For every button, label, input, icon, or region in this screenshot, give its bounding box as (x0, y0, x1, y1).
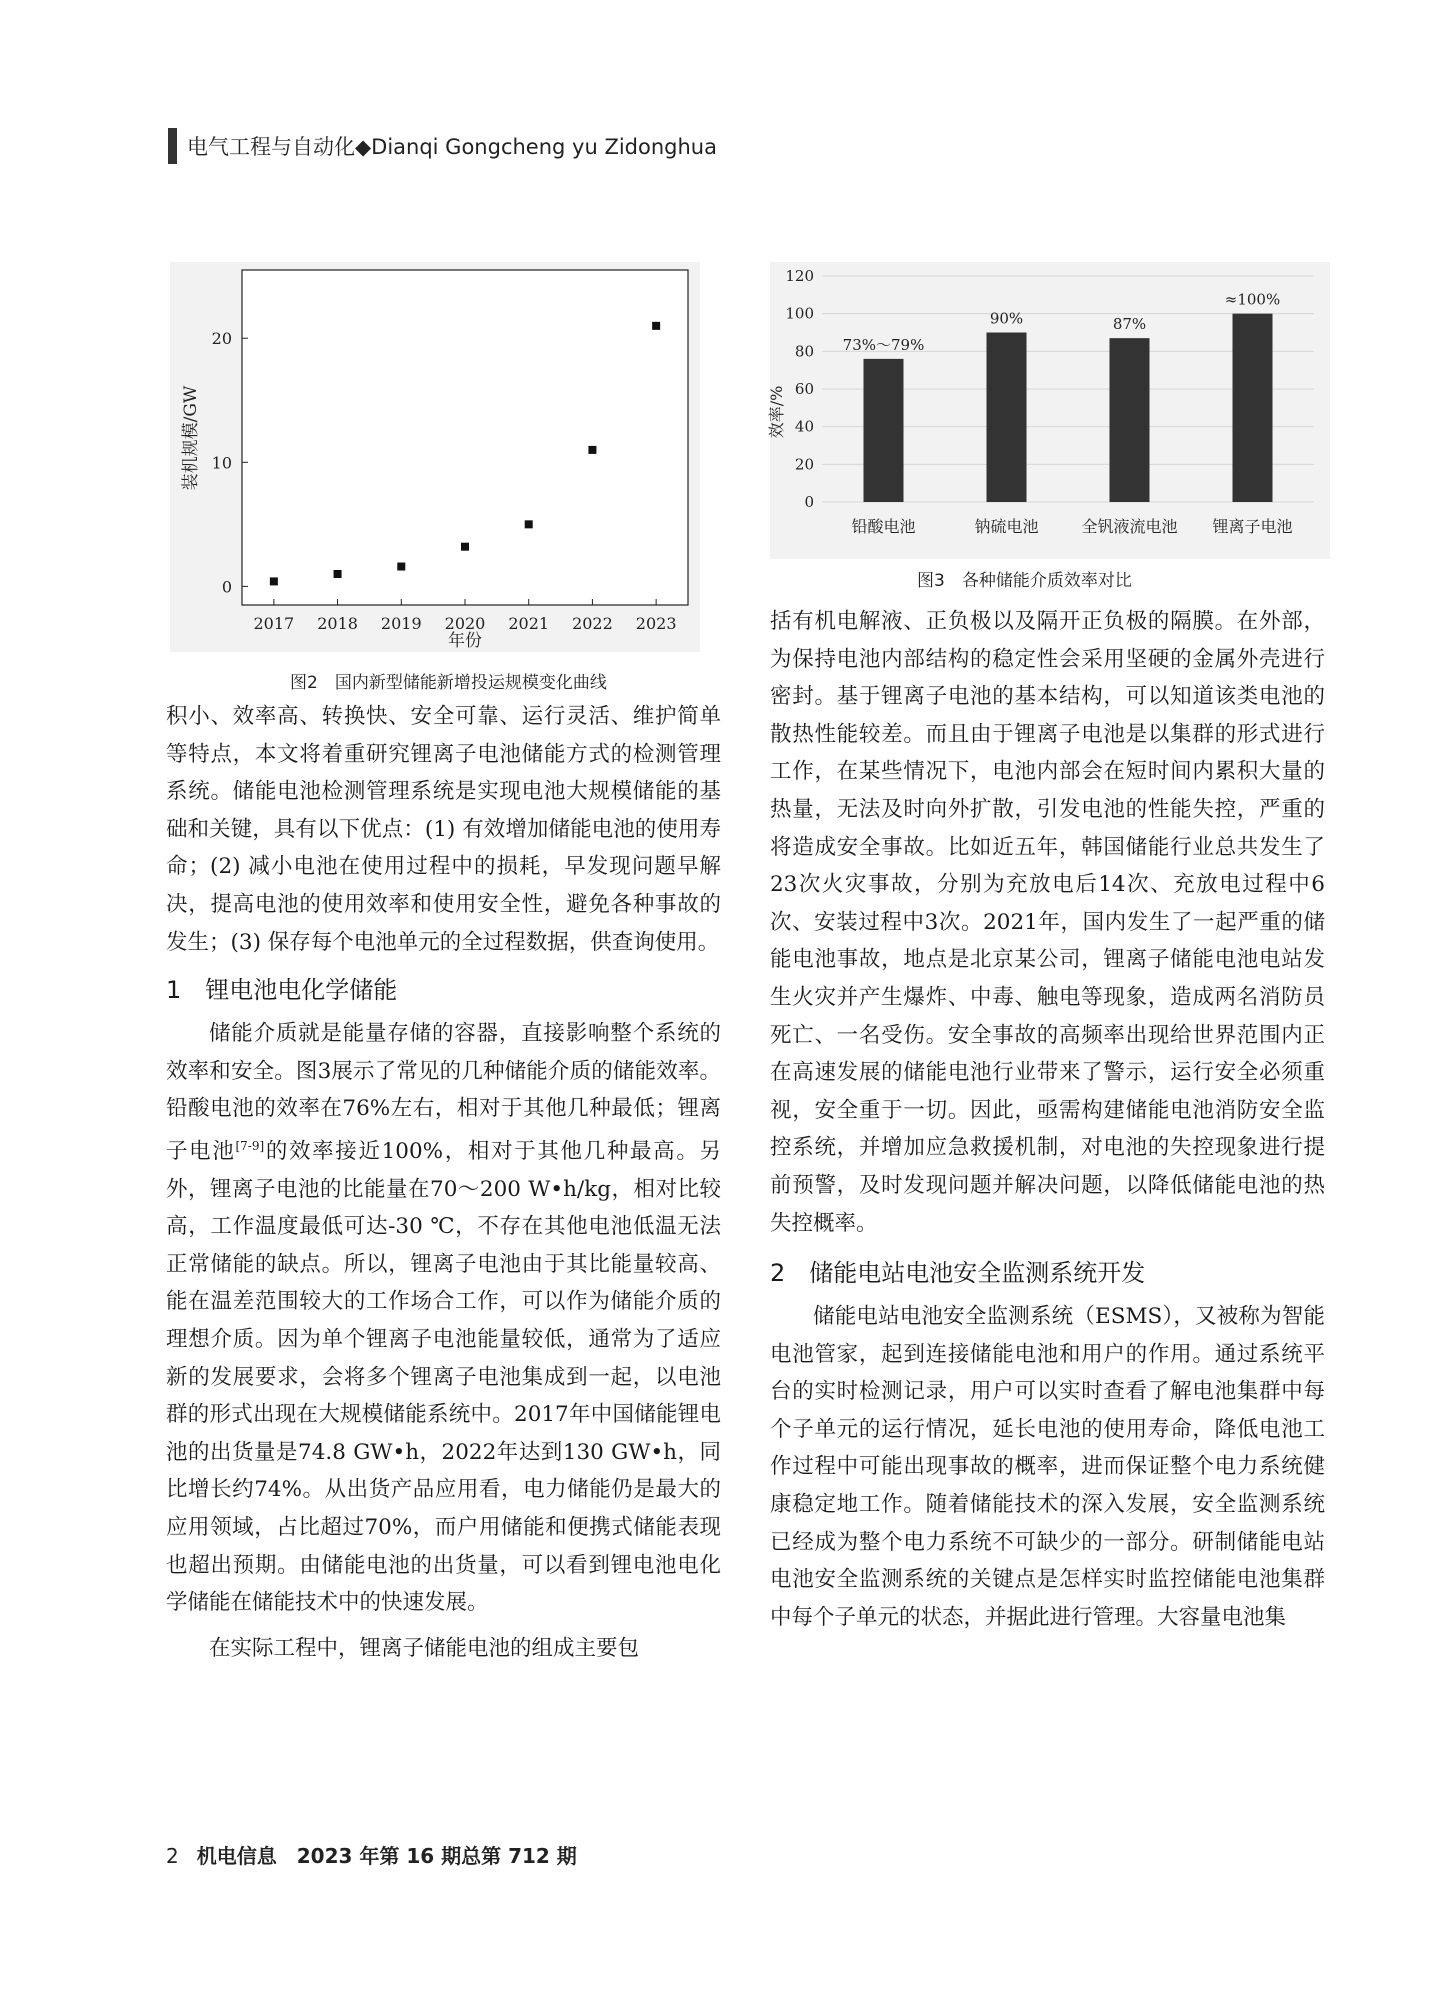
x-tick-label: 2018 (317, 614, 358, 633)
figure-3-caption: 图3 各种储能介质效率对比 (917, 571, 1132, 591)
data-point (588, 446, 596, 454)
right-column (770, 603, 1325, 1636)
data-label: ≈100% (1224, 290, 1281, 309)
data-point (397, 563, 405, 571)
citation-reference: [7-9] (235, 1138, 265, 1153)
right-paragraph-2: 储能电站电池安全监测系统（ESMS），又被称为智能电池管家，起到连接储能电池和用户的作用。通过系统平台的实时检测记录，用户可以实时查看了解电池集群中每个子单元的运行情况，延长电池的使用寿命，降低电池工作过程中可能出现事故的概率，进而保证整个电力系统健康稳定地工作。随着储能技术的深入发展，安全监测系统已经成为整个电力系统不可缺少的一部分。研制储能电站电池安全监测系统的关键点是怎样实时监控储能电池集群中每个子单元的状态，并据此进行管理。大容量电池集 (770, 1304, 1325, 1630)
data-point (461, 543, 469, 551)
running-header (168, 128, 717, 164)
y-tick-label: 40 (794, 417, 814, 436)
x-tick-label: 2022 (572, 614, 613, 633)
x-tick-label: 2020 (444, 614, 486, 633)
journal-issue: 机电信息 2023 年第 16 期总第 712 期 (196, 1844, 577, 1868)
page-number: 2 (166, 1844, 179, 1868)
journal-name-cn: 电气工程与自动化 (187, 135, 355, 159)
y-tick-label: 10 (211, 453, 232, 473)
section-1-heading: 1 锂电池电化学储能 (166, 976, 398, 1005)
left-column (166, 698, 721, 1667)
right-paragraph-1: 括有机电解液、正负极以及隔开正负极的隔膜。在外部，为保持电池内部结构的稳定性会采用坚硬的金属外壳进行密封。基于锂离子电池的基本结构，可以知道该类电池的散热性能较差。而且由于锂离子电池是以集群的形式进行工作，在某些情况下，电池内部会在短时间内累积大量的热量，无法及时向外扩散，引发电池的性能失控，严重的将造成安全事故。比如近五年，韩国储能行业总共发生了23次火灾事故，分别为充放电后14次、充放电过程中6次、安装过程中3次。2021年，国内发生了一起严重的储能电池事故，地点是北京某公司，锂离子储能电池电站发生火灾并产生爆炸、中毒、触电等现象，造成两名消防员死亡、一名受伤。安全事故的高频率出现给世界范围内正在高速发展的储能电池行业带来了警示，运行安全必须重视，安全重于一切。因此，亟需构建储能电池消防安全监控系统，并增加应急救援机制，对电池的失控现象进行提前预警，及时发现问题并解决问题，以降低储能电池的热失控概率。 (770, 609, 1325, 1236)
figure-2-caption: 图2 国内新型储能新增投运规模变化曲线 (290, 673, 607, 693)
section-2-heading: 2 储能电站电池安全监测系统开发 (770, 1259, 1146, 1288)
header-bar (168, 128, 177, 164)
y-tick-label: 0 (804, 493, 814, 511)
data-point (334, 570, 342, 578)
y-tick-label: 0 (221, 577, 232, 597)
figure-3-bar-chart (767, 262, 1330, 559)
left-paragraph-2 (166, 1015, 721, 1622)
left-paragraph-3: 在实际工程中，锂离子储能电池的组成主要包 (209, 1635, 640, 1661)
page-footer (166, 1840, 577, 1869)
left-paragraph-1: 积小、效率高、转换快、安全可靠、运行灵活、维护简单等特点，本文将着重研究锂离子电池储能方式的检测管理系统。储能电池检测管理系统是实现电池大规模储能的基础和关键，具有以下优点：(1) 有效增加储能电池的使用寿命；(2) 减小电池在使用过程中的损耗，早发现问题早解决，提高电池的使用效率和使用安全性，避免各种事故的发生；(3) 保存每个电池单元的全过程数据，供查询使用。 (166, 704, 721, 955)
y-tick-label: 60 (794, 380, 814, 398)
category-label: 钠硫电池 (974, 517, 1039, 536)
category-label: 铅酸电池 (851, 517, 916, 536)
y-axis-label: 装机规模/GW (181, 385, 201, 491)
bar (864, 359, 904, 502)
x-tick-label: 2017 (253, 614, 295, 633)
paragraph-text: 储能介质就是能量存储的容器，直接影响整个系统的效率和安全。图3展示了常见的几种储能介质的储能效率。铅酸电池的效率在76%左右，相对于其他几种最低；锂离子电池 (166, 1021, 721, 1165)
y-tick-label: 20 (211, 329, 232, 349)
bar (1110, 338, 1150, 502)
data-label: 87% (1112, 315, 1147, 334)
data-point (525, 520, 533, 528)
bar (987, 333, 1027, 503)
diamond-separator-icon: ◆ (355, 135, 372, 159)
x-tick-label: 2023 (635, 614, 677, 633)
journal-name (187, 131, 717, 161)
y-tick-label: 120 (785, 267, 814, 285)
data-point (652, 322, 660, 330)
journal-name-pinyin: Dianqi Gongcheng yu Zidonghua (371, 135, 717, 159)
bar (1233, 314, 1273, 502)
y-tick-label: 100 (785, 304, 814, 323)
data-point (270, 577, 278, 585)
data-label: 90% (989, 309, 1024, 328)
plot-area (242, 270, 688, 605)
y-tick-label: 80 (794, 342, 814, 361)
x-tick-label: 2019 (380, 614, 422, 633)
x-tick-label: 2021 (508, 614, 550, 633)
category-label: 锂离子电池 (1212, 517, 1293, 536)
figure-2-scatter-chart (170, 262, 700, 652)
x-axis-label: 年份 (448, 631, 482, 651)
data-label: 73%～79% (842, 335, 925, 354)
category-label: 全钒液流电池 (1081, 517, 1178, 536)
y-axis-label: 效率/% (767, 385, 786, 439)
y-tick-label: 20 (794, 455, 814, 474)
paragraph-text: 的效率接近100%，相对于其他几种最高。另外，锂离子电池的比能量在70～200 W•h/kg，相对比较高，工作温度最低可达-30 ℃，不存在其他电池低温无法正常储能的缺点。所以，锂离子电池由于其比能量较高、能在温差范围较大的工作场合工作，可以作为储能介质的理想介质。因为单个锂离子电池能量较低，通常为了适应新的发展要求，会将多个锂离子电池集成到一起，以电池群的形式出现在大规模储能系统中。2017年中国储能锂电池的出货量是74.8 GW•h，2022年达到130 GW•h，同比增长约74%。从出货产品应用看，电力储能仍是最大的应用领域，占比超过70%，而户用储能和便携式储能表现也超出预期。由储能电池的出货量，可以看到锂电池电化学储能在储能技术中的快速发展。 (166, 1139, 721, 1616)
